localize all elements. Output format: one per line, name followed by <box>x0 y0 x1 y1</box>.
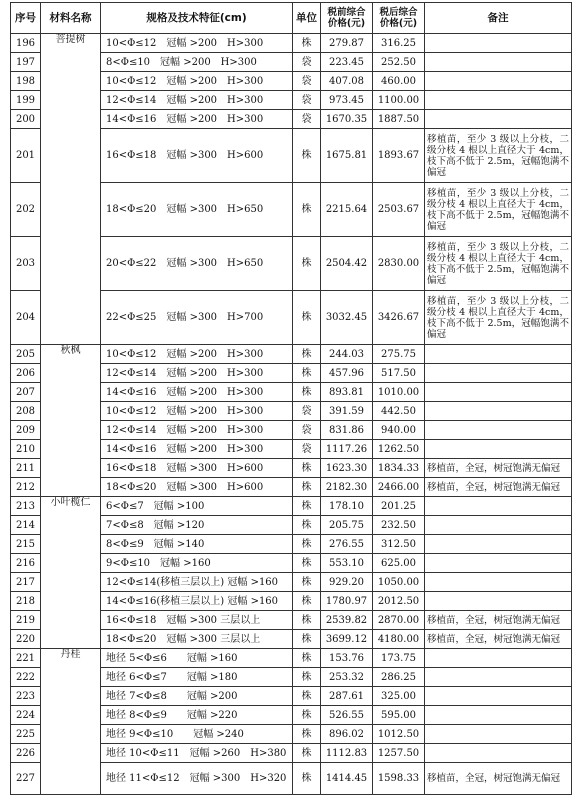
cell-no: 200 <box>11 110 41 129</box>
cell-pretax-price: 2539.82 <box>321 611 373 630</box>
col-header-unit: 单位 <box>293 3 321 34</box>
cell-no: 204 <box>11 291 41 345</box>
cell-no: 211 <box>11 459 41 478</box>
cell-no: 219 <box>11 611 41 630</box>
col-header-posttax: 税后综合价格(元) <box>373 3 425 34</box>
cell-no: 226 <box>11 744 41 763</box>
cell-spec: 16<Φ≤18 冠幅 >300 H>600 <box>101 459 293 478</box>
col-header-note: 备注 <box>425 3 572 34</box>
cell-note: 移植苗，全冠，树冠饱满无偏冠 <box>425 630 572 649</box>
cell-unit: 株 <box>293 630 321 649</box>
cell-pretax-price: 1675.81 <box>321 129 373 183</box>
cell-note: 移植苗，全冠，树冠饱满无偏冠 <box>425 611 572 630</box>
cell-unit: 株 <box>293 725 321 744</box>
cell-spec: 地径 5<Φ≤6 冠幅 >160 <box>101 649 293 668</box>
cell-posttax-price: 252.50 <box>373 53 425 72</box>
cell-spec: 9<Φ≤10 冠幅 >160 <box>101 554 293 573</box>
cell-no: 215 <box>11 535 41 554</box>
cell-spec: 12<Φ≤14 冠幅 >200 H>300 <box>101 364 293 383</box>
cell-note <box>425 364 572 383</box>
cell-no: 225 <box>11 725 41 744</box>
cell-posttax-price: 2466.00 <box>373 478 425 497</box>
cell-material-name: 小叶榄仁 <box>41 497 101 649</box>
cell-posttax-price: 625.00 <box>373 554 425 573</box>
cell-no: 201 <box>11 129 41 183</box>
table-row <box>11 649 572 668</box>
cell-no: 217 <box>11 573 41 592</box>
cell-pretax-price: 2182.30 <box>321 478 373 497</box>
cell-note <box>425 554 572 573</box>
cell-pretax-price: 896.02 <box>321 725 373 744</box>
cell-note: 移植苗，全冠，树冠饱满无偏冠 <box>425 478 572 497</box>
cell-spec: 地径 6<Φ≤7 冠幅 >180 <box>101 668 293 687</box>
cell-posttax-price: 3426.67 <box>373 291 425 345</box>
cell-spec: 12<Φ≤14 冠幅 >200 H>300 <box>101 91 293 110</box>
cell-no: 214 <box>11 516 41 535</box>
cell-note <box>425 535 572 554</box>
cell-unit: 袋 <box>293 53 321 72</box>
cell-note: 移植苗，至少 3 级以上分枝，二级分枝 4 根以上直径大于 4cm，枝下高不低于 2.5m，冠幅饱满不偏冠 <box>425 183 572 237</box>
cell-posttax-price: 2870.00 <box>373 611 425 630</box>
cell-note <box>425 345 572 364</box>
cell-spec: 14<Φ≤16 冠幅 >200 H>300 <box>101 110 293 129</box>
cell-note <box>425 744 572 763</box>
cell-spec: 8<Φ≤10 冠幅 >200 H>300 <box>101 53 293 72</box>
cell-note: 移植苗，至少 3 级以上分枝，二级分枝 4 根以上直径大于 4cm，枝下高不低于 2.5m，冠幅饱满不偏冠 <box>425 237 572 291</box>
cell-note: 移植苗，全冠，树冠饱满无偏冠 <box>425 459 572 478</box>
cell-posttax-price: 286.25 <box>373 668 425 687</box>
cell-spec: 20<Φ≤22 冠幅 >300 H>650 <box>101 237 293 291</box>
cell-no: 197 <box>11 53 41 72</box>
cell-unit: 株 <box>293 291 321 345</box>
cell-unit: 袋 <box>293 72 321 91</box>
cell-posttax-price: 232.50 <box>373 516 425 535</box>
cell-note <box>425 592 572 611</box>
cell-pretax-price: 1670.35 <box>321 110 373 129</box>
col-header-name: 材料名称 <box>41 3 101 34</box>
cell-spec: 18<Φ≤20 冠幅 >300 H>650 <box>101 183 293 237</box>
cell-note <box>425 687 572 706</box>
cell-spec: 14<Φ≤16(移植三层以上) 冠幅 >160 <box>101 592 293 611</box>
cell-posttax-price: 1050.00 <box>373 573 425 592</box>
cell-no: 220 <box>11 630 41 649</box>
cell-posttax-price: 1010.00 <box>373 383 425 402</box>
cell-no: 216 <box>11 554 41 573</box>
price-table <box>10 2 572 795</box>
cell-posttax-price: 2503.67 <box>373 183 425 237</box>
cell-spec: 18<Φ≤20 冠幅 >300 H>600 <box>101 478 293 497</box>
cell-unit: 株 <box>293 345 321 364</box>
cell-pretax-price: 153.76 <box>321 649 373 668</box>
cell-no: 223 <box>11 687 41 706</box>
cell-note <box>425 440 572 459</box>
cell-unit: 株 <box>293 129 321 183</box>
cell-posttax-price: 442.50 <box>373 402 425 421</box>
cell-pretax-price: 178.10 <box>321 497 373 516</box>
cell-spec: 10<Φ≤12 冠幅 >200 H>300 <box>101 402 293 421</box>
cell-pretax-price: 1117.26 <box>321 440 373 459</box>
cell-no: 224 <box>11 706 41 725</box>
cell-spec: 10<Φ≤12 冠幅 >200 H>300 <box>101 345 293 364</box>
cell-unit: 株 <box>293 183 321 237</box>
cell-spec: 地径 9<Φ≤10 冠幅 >240 <box>101 725 293 744</box>
cell-pretax-price: 2215.64 <box>321 183 373 237</box>
cell-pretax-price: 253.32 <box>321 668 373 687</box>
cell-posttax-price: 1598.33 <box>373 763 425 795</box>
header-row <box>11 3 572 34</box>
table-body <box>11 34 572 795</box>
cell-posttax-price: 316.25 <box>373 34 425 53</box>
cell-note <box>425 516 572 535</box>
cell-pretax-price: 205.75 <box>321 516 373 535</box>
cell-pretax-price: 1414.45 <box>321 763 373 795</box>
cell-pretax-price: 287.61 <box>321 687 373 706</box>
cell-material-name: 秋枫 <box>41 345 101 497</box>
cell-spec: 22<Φ≤25 冠幅 >300 H>700 <box>101 291 293 345</box>
cell-pretax-price: 893.81 <box>321 383 373 402</box>
cell-no: 218 <box>11 592 41 611</box>
cell-posttax-price: 517.50 <box>373 364 425 383</box>
cell-unit: 株 <box>293 34 321 53</box>
cell-pretax-price: 1112.83 <box>321 744 373 763</box>
cell-no: 208 <box>11 402 41 421</box>
cell-pretax-price: 2504.42 <box>321 237 373 291</box>
cell-pretax-price: 457.96 <box>321 364 373 383</box>
cell-no: 196 <box>11 34 41 53</box>
cell-spec: 16<Φ≤18 冠幅 >300 三层以上 <box>101 611 293 630</box>
cell-posttax-price: 2012.50 <box>373 592 425 611</box>
cell-posttax-price: 1887.50 <box>373 110 425 129</box>
cell-note: 移植苗，全冠，树冠饱满无偏冠 <box>425 763 572 795</box>
cell-no: 221 <box>11 649 41 668</box>
cell-no: 199 <box>11 91 41 110</box>
cell-material-name: 菩提树 <box>41 34 101 345</box>
cell-posttax-price: 460.00 <box>373 72 425 91</box>
cell-note <box>425 649 572 668</box>
cell-pretax-price: 1780.97 <box>321 592 373 611</box>
cell-pretax-price: 929.20 <box>321 573 373 592</box>
cell-pretax-price: 1623.30 <box>321 459 373 478</box>
cell-spec: 14<Φ≤16 冠幅 >200 H>300 <box>101 440 293 459</box>
cell-unit: 株 <box>293 237 321 291</box>
cell-note <box>425 706 572 725</box>
cell-posttax-price: 1834.33 <box>373 459 425 478</box>
cell-note <box>425 53 572 72</box>
cell-posttax-price: 325.00 <box>373 687 425 706</box>
cell-note <box>425 34 572 53</box>
cell-spec: 10<Φ≤12 冠幅 >200 H>300 <box>101 34 293 53</box>
cell-note <box>425 668 572 687</box>
cell-unit: 袋 <box>293 421 321 440</box>
cell-no: 209 <box>11 421 41 440</box>
cell-pretax-price: 973.45 <box>321 91 373 110</box>
cell-note: 移植苗，至少 3 级以上分枝，二级分枝 4 根以上直径大于 4cm，枝下高不低于 2.5m，冠幅饱满不偏冠 <box>425 291 572 345</box>
cell-spec: 16<Φ≤18 冠幅 >300 H>600 <box>101 129 293 183</box>
cell-unit: 株 <box>293 687 321 706</box>
cell-spec: 8<Φ≤9 冠幅 >140 <box>101 535 293 554</box>
cell-pretax-price: 3699.12 <box>321 630 373 649</box>
cell-posttax-price: 2830.00 <box>373 237 425 291</box>
cell-note <box>425 402 572 421</box>
cell-unit: 株 <box>293 744 321 763</box>
cell-no: 203 <box>11 237 41 291</box>
cell-unit: 株 <box>293 763 321 795</box>
cell-pretax-price: 3032.45 <box>321 291 373 345</box>
cell-pretax-price: 407.08 <box>321 72 373 91</box>
col-header-no: 序号 <box>11 3 41 34</box>
cell-note <box>425 383 572 402</box>
cell-posttax-price: 1262.50 <box>373 440 425 459</box>
cell-no: 205 <box>11 345 41 364</box>
cell-unit: 株 <box>293 497 321 516</box>
cell-spec: 地径 11<Φ≤12 冠幅 >300 H>320 <box>101 763 293 795</box>
cell-spec: 12<Φ≤14 冠幅 >200 H>300 <box>101 421 293 440</box>
cell-spec: 地径 7<Φ≤8 冠幅 >200 <box>101 687 293 706</box>
cell-spec: 地径 10<Φ≤11 冠幅 >260 H>380 <box>101 744 293 763</box>
cell-no: 198 <box>11 72 41 91</box>
cell-no: 227 <box>11 763 41 795</box>
cell-unit: 株 <box>293 535 321 554</box>
cell-posttax-price: 595.00 <box>373 706 425 725</box>
cell-posttax-price: 201.25 <box>373 497 425 516</box>
cell-unit: 株 <box>293 573 321 592</box>
cell-note <box>425 91 572 110</box>
cell-posttax-price: 312.50 <box>373 535 425 554</box>
cell-material-name: 丹桂 <box>41 649 101 795</box>
cell-spec: 6<Φ≤7 冠幅 >100 <box>101 497 293 516</box>
cell-posttax-price: 1012.50 <box>373 725 425 744</box>
cell-note <box>425 421 572 440</box>
cell-unit: 株 <box>293 383 321 402</box>
cell-unit: 株 <box>293 668 321 687</box>
cell-note <box>425 72 572 91</box>
table-row <box>11 34 572 53</box>
cell-unit: 株 <box>293 706 321 725</box>
cell-posttax-price: 173.75 <box>373 649 425 668</box>
cell-unit: 株 <box>293 364 321 383</box>
col-header-pretax: 税前综合价格(元) <box>321 3 373 34</box>
cell-spec: 14<Φ≤16 冠幅 >200 H>300 <box>101 383 293 402</box>
cell-unit: 株 <box>293 649 321 668</box>
cell-spec: 18<Φ≤20 冠幅 >300 三层以上 <box>101 630 293 649</box>
cell-spec: 10<Φ≤12 冠幅 >200 H>300 <box>101 72 293 91</box>
cell-posttax-price: 4180.00 <box>373 630 425 649</box>
cell-unit: 株 <box>293 459 321 478</box>
cell-unit: 株 <box>293 554 321 573</box>
cell-pretax-price: 223.45 <box>321 53 373 72</box>
cell-no: 206 <box>11 364 41 383</box>
cell-unit: 袋 <box>293 440 321 459</box>
cell-pretax-price: 553.10 <box>321 554 373 573</box>
cell-pretax-price: 279.87 <box>321 34 373 53</box>
cell-posttax-price: 1100.00 <box>373 91 425 110</box>
cell-no: 202 <box>11 183 41 237</box>
table-row <box>11 497 572 516</box>
cell-unit: 袋 <box>293 110 321 129</box>
cell-posttax-price: 1257.50 <box>373 744 425 763</box>
cell-note <box>425 573 572 592</box>
cell-note: 移植苗，至少 3 级以上分枝，二级分枝 4 根以上直径大于 4cm，枝下高不低于 2.5m，冠幅饱满不偏冠 <box>425 129 572 183</box>
cell-pretax-price: 391.59 <box>321 402 373 421</box>
cell-pretax-price: 526.55 <box>321 706 373 725</box>
cell-note <box>425 110 572 129</box>
cell-unit: 株 <box>293 478 321 497</box>
cell-note <box>425 497 572 516</box>
cell-no: 210 <box>11 440 41 459</box>
cell-unit: 株 <box>293 611 321 630</box>
cell-spec: 地径 8<Φ≤9 冠幅 >220 <box>101 706 293 725</box>
cell-pretax-price: 244.03 <box>321 345 373 364</box>
cell-posttax-price: 1893.67 <box>373 129 425 183</box>
cell-pretax-price: 276.55 <box>321 535 373 554</box>
cell-no: 213 <box>11 497 41 516</box>
cell-unit: 株 <box>293 592 321 611</box>
cell-note <box>425 725 572 744</box>
cell-spec: 7<Φ≤8 冠幅 >120 <box>101 516 293 535</box>
cell-no: 207 <box>11 383 41 402</box>
cell-spec: 12<Φ≤14(移植三层以上) 冠幅 >160 <box>101 573 293 592</box>
cell-no: 212 <box>11 478 41 497</box>
col-header-spec: 规格及技术特征(cm) <box>101 3 293 34</box>
table-row <box>11 345 572 364</box>
cell-unit: 袋 <box>293 402 321 421</box>
cell-unit: 株 <box>293 516 321 535</box>
cell-posttax-price: 940.00 <box>373 421 425 440</box>
cell-pretax-price: 831.86 <box>321 421 373 440</box>
cell-unit: 袋 <box>293 91 321 110</box>
cell-posttax-price: 275.75 <box>373 345 425 364</box>
cell-no: 222 <box>11 668 41 687</box>
